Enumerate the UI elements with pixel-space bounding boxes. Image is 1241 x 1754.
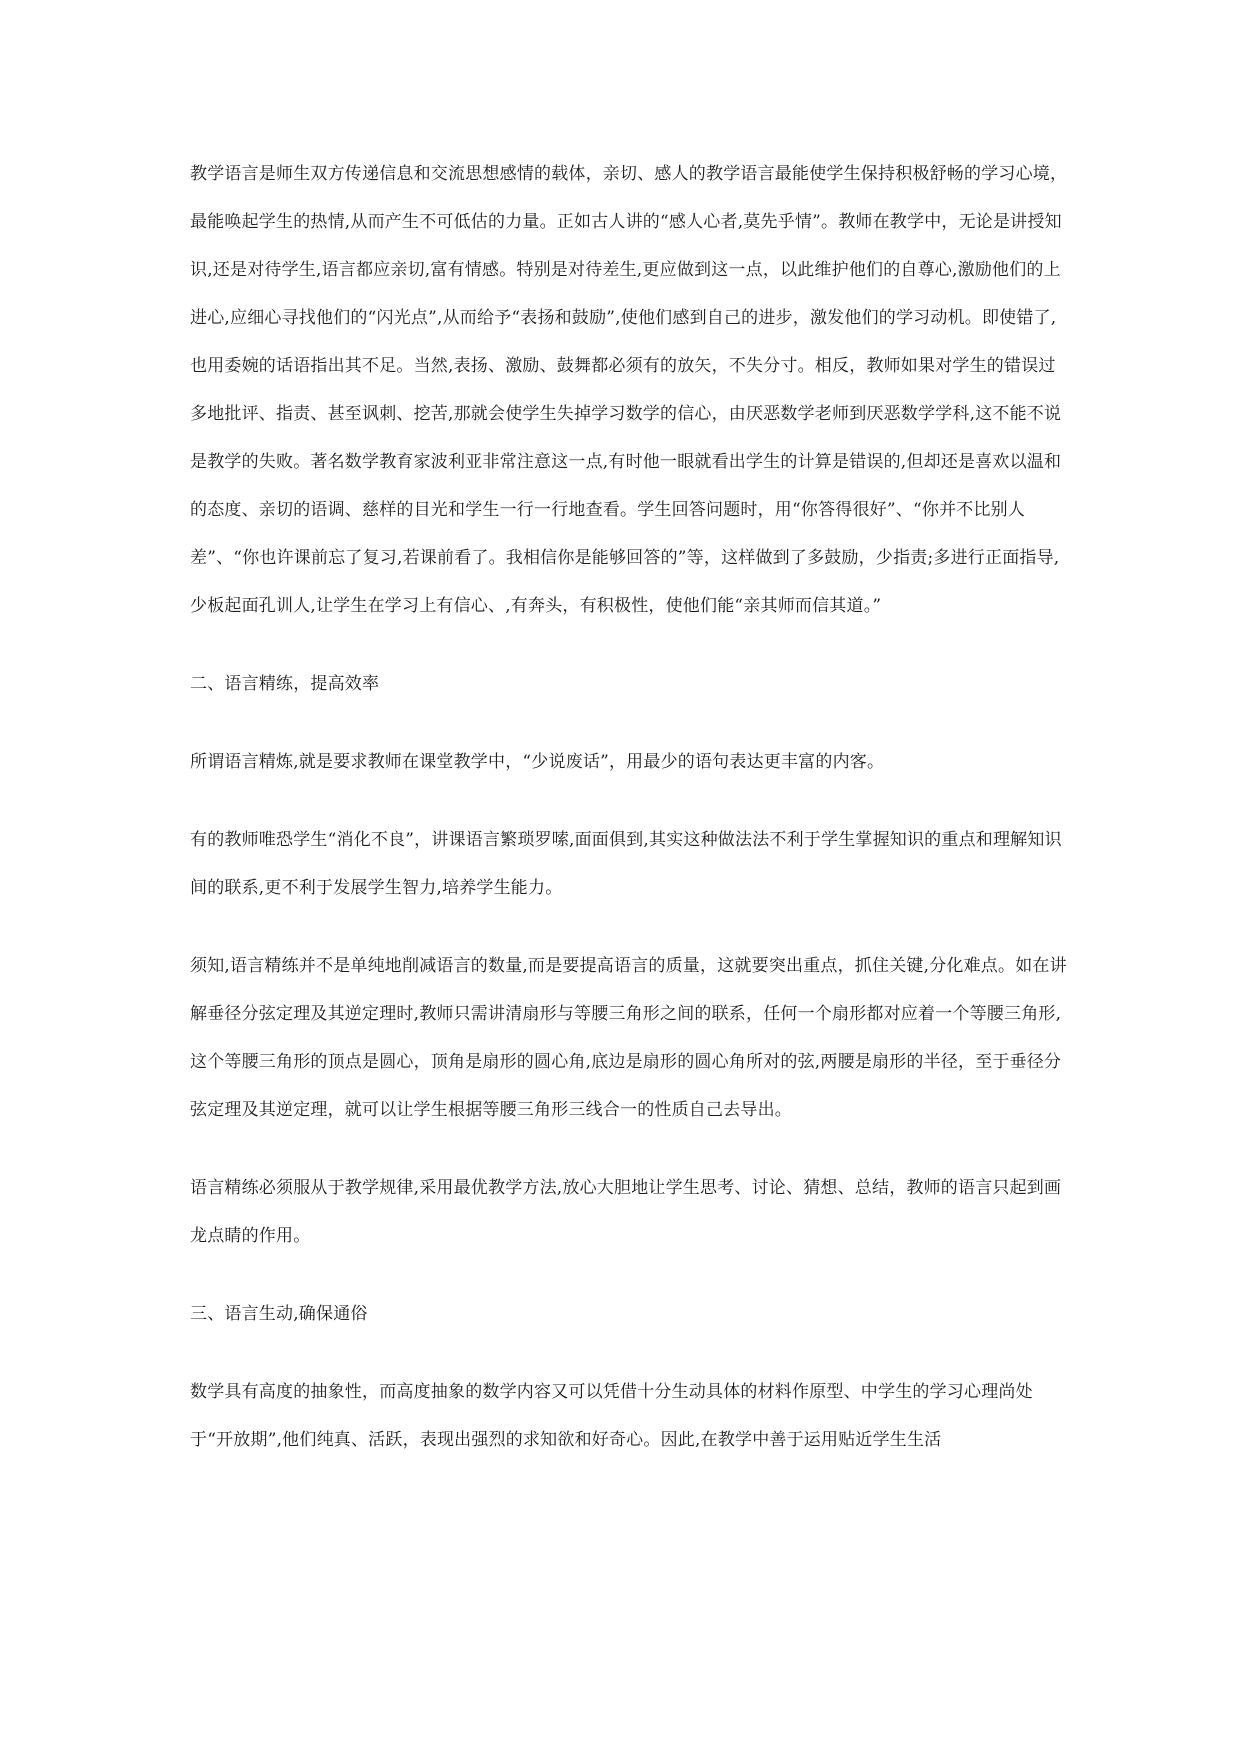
document-body xyxy=(190,150,1070,1494)
section-heading-3: 三、语言生动,确保通俗 xyxy=(190,1304,368,1324)
paragraph-quality-of-language: 须知,语言精练并不是单纯地削减语言的数量,而是要提高语言的质量，这就要突出重点，抓住关键,分化难点。如在讲解垂径分弦定理及其逆定理时,教师只需讲清扇形与等腰三角形之间的联系，任何一个扇形都对应着一个等腰三角形,这个等腰三角形的顶点是圆心，顶角是扇形的圆心角,底边是扇形的圆心角所对的弦,两腰是扇形的半径，至于垂径分弦定理及其逆定理，就可以让学生根据等腰三角形三线合一的性质自己去导出。 xyxy=(190,956,1067,1120)
paragraph-concise-definition: 所谓语言精炼,就是要求教师在课堂教学中，“少说废话”，用最少的语句表达更丰富的内客。 xyxy=(190,752,885,772)
paragraph-abstraction: 数学具有高度的抽象性，而高度抽象的数学内容又可以凭借十分生动具体的材料作原型、中学生的学习心理尚处于“开放期”,他们纯真、活跃，表现出强烈的求知欲和好奇心。因此,在教学中善于运用贴近学生生活 xyxy=(190,1382,1033,1450)
section-heading-2: 二、语言精练，提高效率 xyxy=(190,674,380,694)
paragraph-verbose-teachers: 有的教师唯恐学生“消化不良”，讲课语言繁琐罗嗦,面面俱到,其实这种做法法不利于学生掌握知识的重点和理解知识间的联系,更不利于发展学生智力,培养学生能力。 xyxy=(190,830,1062,898)
paragraph-teaching-rules: 语言精练必须服从于教学规律,采用最优教学方法,放心大胆地让学生思考、讨论、猜想、总结，教师的语言只起到画龙点睛的作用。 xyxy=(190,1178,1062,1246)
paragraph-teaching-language: 教学语言是师生双方传递信息和交流思想感情的载体，亲切、感人的教学语言最能使学生保持积极舒畅的学习心境，最能唤起学生的热情,从而产生不可低估的力量。正如古人讲的“感人心者,莫先乎情”。教师在教学中，无论是讲授知识,还是对待学生,语言都应亲切,富有情感。特别是对待差生,更应做到这一点，以此维护他们的自尊心,激励他们的上进心,应细心寻找他们的“闪光点”,从而给予“表扬和鼓励”,使他们感到自己的进步，激发他们的学习动机。即使错了,也用委婉的话语指出其不足。当然,表扬、激励、鼓舞都必须有的放矢，不失分寸。相反，教师如果对学生的错误过多地批评、指责、甚至讽刺、挖苦,那就会使学生失掉学习数学的信心，由厌恶数学老师到厌恶数学学科,这不能不说是教学的失败。著名数学教育家波利亚非常注意这一点,有时他一眼就看出学生的计算是错误的,但却还是喜欢以温和的态度、亲切的语调、慈样的目光和学生一行一行地查看。学生回答问题时，用“你答得很好”、“你并不比别人差”、“你也许课前忘了复习,若课前看了。我相信你是能够回答的”等，这样做到了多鼓励，少指责;多进行正面指导,少板起面孔训人,让学生在学习上有信心、,有奔头，有积极性，使他们能“亲其师而信其道。” xyxy=(190,164,1068,616)
